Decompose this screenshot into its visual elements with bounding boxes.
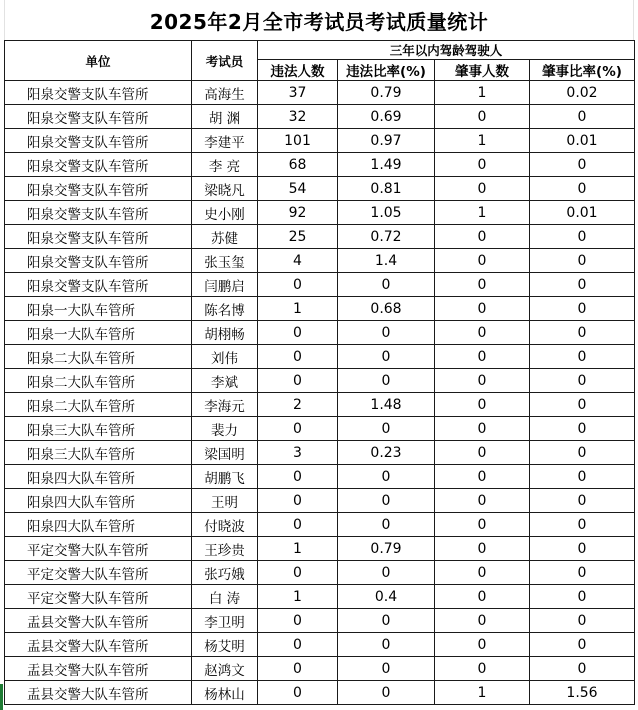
cell-unit[interactable]: 阳泉三大队车管所 [5,417,192,441]
stats-table [4,40,635,705]
cell-accident-rate[interactable]: 0.02 [530,81,635,105]
table-row [5,273,635,297]
header-accident-rate[interactable]: 肇事比率(%) [530,60,635,81]
selection-marker [0,684,3,710]
cell-accidents[interactable]: 0 [435,177,530,201]
cell-examiner[interactable]: 史小刚 [192,201,258,225]
cell-violations[interactable]: 1 [258,537,338,561]
cell-violations[interactable]: 0 [258,465,338,489]
cell-violation-rate[interactable]: 1.4 [338,249,435,273]
cell-violation-rate[interactable]: 0 [338,321,435,345]
cell-examiner[interactable]: 赵鸿文 [192,657,258,681]
cell-violations[interactable]: 37 [258,81,338,105]
cell-accident-rate[interactable]: 0 [530,537,635,561]
cell-accidents[interactable]: 0 [435,105,530,129]
cell-violation-rate[interactable]: 0 [338,369,435,393]
cell-examiner[interactable]: 梁国明 [192,441,258,465]
cell-unit[interactable]: 阳泉二大队车管所 [5,369,192,393]
table-row [5,393,635,417]
cell-accident-rate[interactable]: 0 [530,441,635,465]
cell-unit[interactable]: 阳泉交警支队车管所 [5,177,192,201]
cell-unit[interactable]: 阳泉一大队车管所 [5,297,192,321]
cell-accidents[interactable]: 0 [435,345,530,369]
cell-examiner[interactable]: 李 亮 [192,153,258,177]
cell-examiner[interactable]: 苏健 [192,225,258,249]
table-row [5,561,635,585]
cell-violations[interactable]: 0 [258,417,338,441]
table-row [5,105,635,129]
cell-examiner[interactable]: 付晓波 [192,513,258,537]
table-row [5,441,635,465]
cell-accident-rate[interactable]: 0 [530,489,635,513]
cell-examiner[interactable]: 张玉玺 [192,249,258,273]
cell-violations[interactable]: 101 [258,129,338,153]
table-row [5,225,635,249]
header-violation-rate[interactable]: 违法比率(%) [338,60,435,81]
cell-accidents[interactable]: 0 [435,321,530,345]
cell-unit[interactable]: 阳泉二大队车管所 [5,393,192,417]
header-violations[interactable]: 违法人数 [258,60,338,81]
cell-violations[interactable]: 68 [258,153,338,177]
cell-violation-rate[interactable]: 0.81 [338,177,435,201]
cell-accidents[interactable]: 1 [435,681,530,705]
cell-examiner[interactable]: 闫鹏启 [192,273,258,297]
cell-violations[interactable]: 3 [258,441,338,465]
table-row [5,177,635,201]
cell-accident-rate[interactable]: 1.56 [530,681,635,705]
cell-accidents[interactable]: 1 [435,201,530,225]
cell-violation-rate[interactable]: 1.05 [338,201,435,225]
table-row [5,657,635,681]
cell-violation-rate[interactable]: 1.49 [338,153,435,177]
header-group[interactable]: 三年以内驾龄驾驶人 [258,41,635,60]
table-row [5,681,635,705]
cell-accidents[interactable]: 1 [435,129,530,153]
cell-violation-rate[interactable]: 0 [338,345,435,369]
cell-unit[interactable]: 阳泉交警支队车管所 [5,153,192,177]
cell-examiner[interactable]: 裴力 [192,417,258,441]
cell-violation-rate[interactable]: 0.69 [338,105,435,129]
cell-violations[interactable]: 1 [258,297,338,321]
cell-accident-rate[interactable]: 0 [530,177,635,201]
cell-accident-rate[interactable]: 0 [530,273,635,297]
cell-accident-rate[interactable]: 0 [530,561,635,585]
cell-violation-rate[interactable]: 0.72 [338,225,435,249]
cell-violations[interactable]: 0 [258,369,338,393]
cell-accidents[interactable]: 0 [435,561,530,585]
cell-examiner[interactable]: 李海元 [192,393,258,417]
header-unit[interactable]: 单位 [5,41,192,81]
cell-violation-rate[interactable]: 0.79 [338,81,435,105]
cell-violation-rate[interactable]: 0.97 [338,129,435,153]
cell-violation-rate[interactable]: 1.48 [338,393,435,417]
cell-accident-rate[interactable]: 0 [530,153,635,177]
table-row [5,129,635,153]
cell-unit[interactable]: 阳泉交警支队车管所 [5,81,192,105]
cell-accident-rate[interactable]: 0.01 [530,129,635,153]
cell-unit[interactable]: 阳泉四大队车管所 [5,489,192,513]
table-row [5,417,635,441]
cell-violation-rate[interactable]: 0 [338,273,435,297]
cell-examiner[interactable]: 杨林山 [192,681,258,705]
cell-unit[interactable]: 盂县交警大队车管所 [5,633,192,657]
cell-accidents[interactable]: 0 [435,657,530,681]
cell-violation-rate[interactable]: 0.4 [338,585,435,609]
cell-accidents[interactable]: 0 [435,297,530,321]
cell-unit[interactable]: 平定交警大队车管所 [5,561,192,585]
cell-examiner[interactable]: 王珍贵 [192,537,258,561]
cell-unit[interactable]: 阳泉一大队车管所 [5,321,192,345]
cell-violation-rate[interactable]: 0 [338,609,435,633]
table-row [5,585,635,609]
cell-violations[interactable]: 4 [258,249,338,273]
cell-accident-rate[interactable]: 0 [530,345,635,369]
cell-violation-rate[interactable]: 0 [338,681,435,705]
cell-accident-rate[interactable]: 0 [530,369,635,393]
cell-unit[interactable]: 平定交警大队车管所 [5,585,192,609]
cell-accident-rate[interactable]: 0 [530,609,635,633]
table-row [5,633,635,657]
cell-accident-rate[interactable]: 0 [530,297,635,321]
cell-violation-rate[interactable]: 0 [338,465,435,489]
cell-unit[interactable]: 阳泉三大队车管所 [5,441,192,465]
table-row [5,297,635,321]
cell-violations[interactable]: 2 [258,393,338,417]
cell-accident-rate[interactable]: 0 [530,585,635,609]
cell-accident-rate[interactable]: 0 [530,513,635,537]
cell-unit[interactable]: 阳泉交警支队车管所 [5,129,192,153]
cell-violations[interactable]: 0 [258,633,338,657]
cell-violation-rate[interactable]: 0.23 [338,441,435,465]
cell-accidents[interactable]: 0 [435,441,530,465]
cell-violation-rate[interactable]: 0 [338,489,435,513]
cell-accident-rate[interactable]: 0 [530,633,635,657]
cell-violations[interactable]: 0 [258,513,338,537]
cell-examiner[interactable]: 陈名博 [192,297,258,321]
cell-accident-rate[interactable]: 0 [530,417,635,441]
cell-accidents[interactable]: 0 [435,417,530,441]
cell-accidents[interactable]: 0 [435,153,530,177]
cell-accident-rate[interactable]: 0 [530,105,635,129]
cell-violation-rate[interactable]: 0 [338,417,435,441]
table-row [5,81,635,105]
cell-examiner[interactable]: 李卫明 [192,609,258,633]
cell-accidents[interactable]: 1 [435,81,530,105]
cell-unit[interactable]: 阳泉交警支队车管所 [5,105,192,129]
table-row [5,609,635,633]
cell-unit[interactable]: 盂县交警大队车管所 [5,657,192,681]
cell-violations[interactable]: 1 [258,585,338,609]
table-row [5,249,635,273]
cell-examiner[interactable]: 李建平 [192,129,258,153]
cell-examiner[interactable]: 梁晓凡 [192,177,258,201]
cell-unit[interactable]: 盂县交警大队车管所 [5,681,192,705]
cell-unit[interactable]: 阳泉四大队车管所 [5,465,192,489]
cell-accidents[interactable]: 0 [435,633,530,657]
header-accidents[interactable]: 肇事人数 [435,60,530,81]
cell-examiner[interactable]: 高海生 [192,81,258,105]
cell-examiner[interactable]: 杨艾明 [192,633,258,657]
cell-unit[interactable]: 阳泉交警支队车管所 [5,273,192,297]
cell-unit[interactable]: 阳泉二大队车管所 [5,345,192,369]
table-row [5,201,635,225]
cell-examiner[interactable]: 张巧娥 [192,561,258,585]
cell-violation-rate[interactable]: 0 [338,657,435,681]
cell-violation-rate[interactable]: 0 [338,561,435,585]
cell-violations[interactable]: 0 [258,561,338,585]
table-row [5,153,635,177]
cell-examiner[interactable]: 胡鹏飞 [192,465,258,489]
table-row [5,537,635,561]
cell-accident-rate[interactable]: 0 [530,393,635,417]
cell-examiner[interactable]: 胡 渊 [192,105,258,129]
cell-accidents[interactable]: 0 [435,273,530,297]
cell-examiner[interactable]: 胡栩畅 [192,321,258,345]
cell-violations[interactable]: 0 [258,657,338,681]
cell-accident-rate[interactable]: 0 [530,225,635,249]
cell-examiner[interactable]: 白 涛 [192,585,258,609]
cell-accident-rate[interactable]: 0 [530,321,635,345]
header-examiner[interactable]: 考试员 [192,41,258,81]
cell-accidents[interactable]: 0 [435,609,530,633]
table-row [5,345,635,369]
cell-unit[interactable]: 平定交警大队车管所 [5,537,192,561]
cell-accidents[interactable]: 0 [435,489,530,513]
table-body [5,81,635,705]
cell-unit[interactable]: 阳泉交警支队车管所 [5,201,192,225]
cell-accident-rate[interactable]: 0 [530,465,635,489]
cell-violations[interactable]: 0 [258,321,338,345]
cell-accidents[interactable]: 0 [435,369,530,393]
cell-accidents[interactable]: 0 [435,585,530,609]
cell-examiner[interactable]: 刘伟 [192,345,258,369]
cell-violations[interactable]: 54 [258,177,338,201]
cell-violations[interactable]: 25 [258,225,338,249]
table-row [5,465,635,489]
table-row [5,513,635,537]
cell-violations[interactable]: 0 [258,273,338,297]
cell-violation-rate[interactable]: 0.68 [338,297,435,321]
cell-accidents[interactable]: 0 [435,513,530,537]
sheet-title: 2025年2月全市考试员考试质量统计 [149,9,489,34]
cell-accidents[interactable]: 0 [435,225,530,249]
cell-accidents[interactable]: 0 [435,393,530,417]
cell-violations[interactable]: 0 [258,681,338,705]
cell-unit[interactable]: 阳泉四大队车管所 [5,513,192,537]
cell-unit[interactable]: 盂县交警大队车管所 [5,609,192,633]
table-row [5,321,635,345]
cell-accidents[interactable]: 0 [435,465,530,489]
cell-violations[interactable]: 92 [258,201,338,225]
cell-violation-rate[interactable]: 0.79 [338,537,435,561]
cell-accident-rate[interactable]: 0.01 [530,201,635,225]
table-row [5,369,635,393]
cell-examiner[interactable]: 李斌 [192,369,258,393]
cell-accidents[interactable]: 0 [435,537,530,561]
cell-accident-rate[interactable]: 0 [530,657,635,681]
table-row [5,489,635,513]
cell-examiner[interactable]: 王明 [192,489,258,513]
cell-unit[interactable]: 阳泉交警支队车管所 [5,225,192,249]
cell-unit[interactable]: 阳泉交警支队车管所 [5,249,192,273]
cell-violations[interactable]: 0 [258,609,338,633]
cell-violation-rate[interactable]: 0 [338,513,435,537]
cell-accident-rate[interactable]: 0 [530,249,635,273]
cell-violations[interactable]: 0 [258,489,338,513]
cell-accidents[interactable]: 0 [435,249,530,273]
cell-violation-rate[interactable]: 0 [338,633,435,657]
cell-violations[interactable]: 0 [258,345,338,369]
cell-violations[interactable]: 32 [258,105,338,129]
